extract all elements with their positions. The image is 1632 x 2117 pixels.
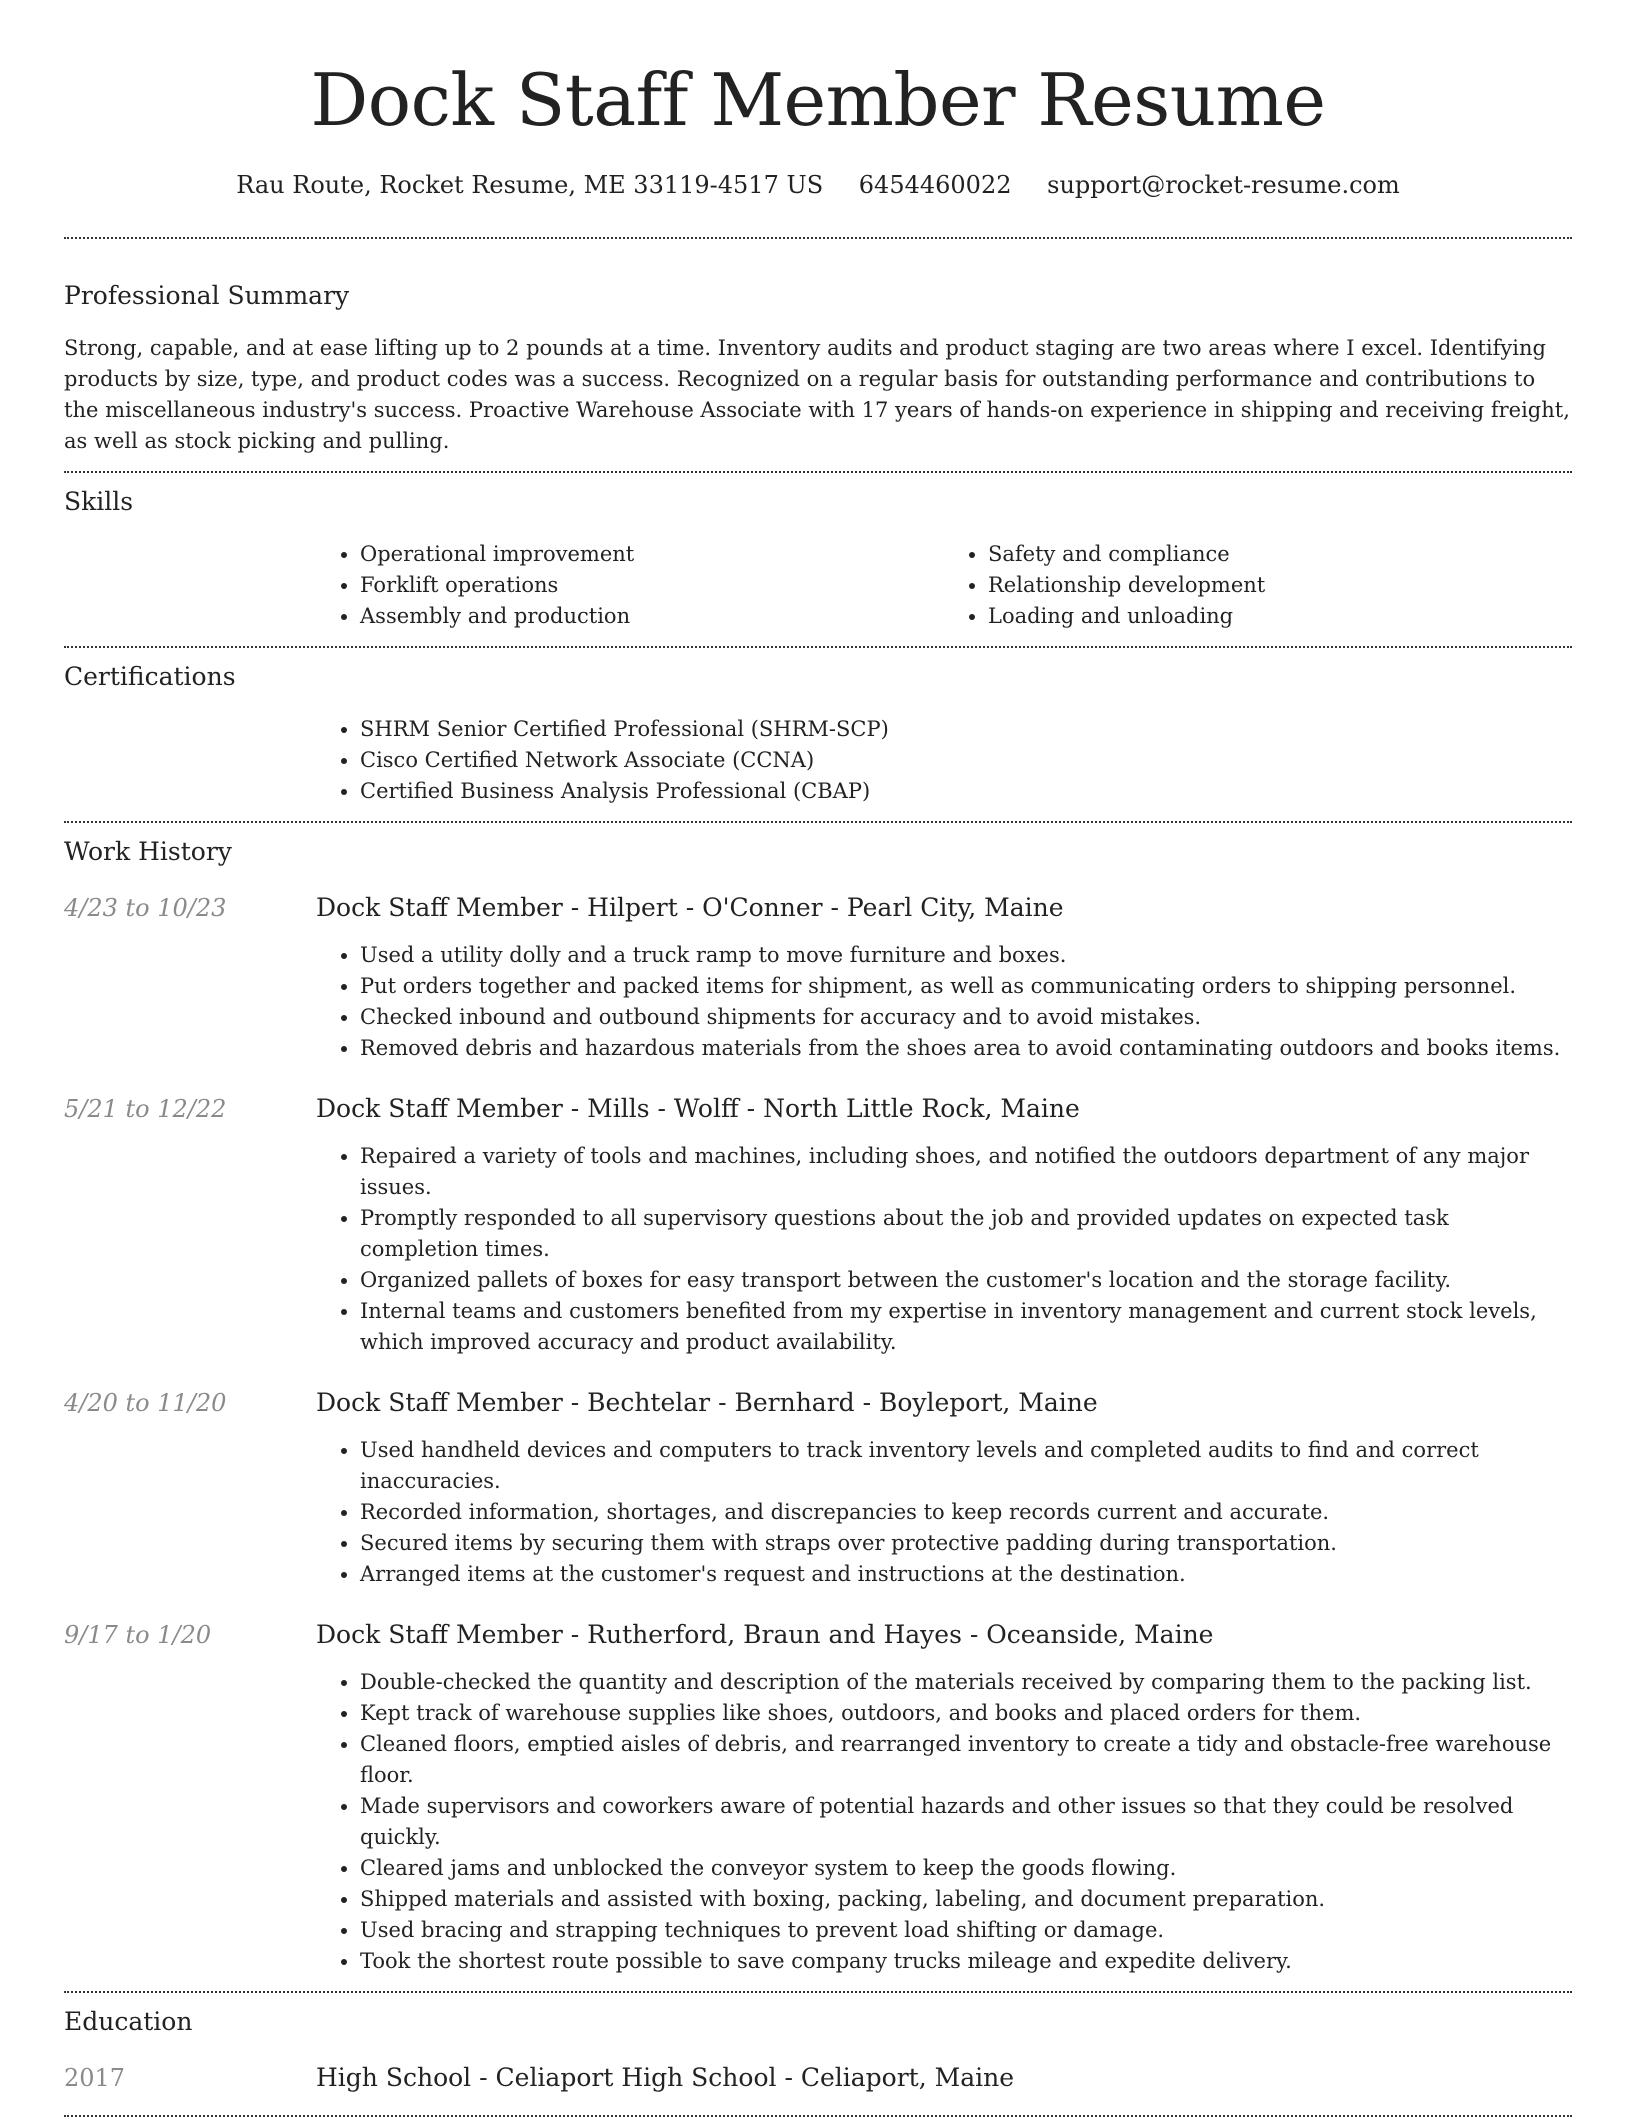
job-entry: [64, 891, 1572, 1064]
contact-line: [64, 168, 1572, 202]
education-title: High School - Celiaport High School - Celiaport, Maine: [316, 2063, 1015, 2092]
skill-item: • Safety and compliance: [988, 539, 1572, 570]
job-bullets: [316, 1141, 1572, 1358]
certifications-heading: Certifications: [64, 662, 236, 691]
job-bullet: • Used bracing and strapping techniques to prevent load shifting or damage.: [360, 1915, 1572, 1946]
skill-item: • Forklift operations: [360, 570, 944, 601]
certification-item: • Cisco Certified Network Associate (CCNA): [360, 745, 1572, 776]
summary-text: Strong, capable, and at ease lifting up to 2 pounds at a time. Inventory audits and product staging are two areas where I excel. Identifying products by size, type, and product codes was a success. Recognized on a regular basis for outstanding performance and contributions to the miscellaneous industry's success. Proactive Warehouse Associate with 17 years of hands-on experience in shipping and receiving freight, as well as stock picking and pulling.: [64, 336, 1570, 453]
job-dates: 5/21 to 12/22: [64, 1095, 227, 1123]
job-bullets: [316, 1667, 1572, 1977]
job-bullet: • Cleaned floors, emptied aisles of debris, and rearranged inventory to create a tidy and obstacle-free warehouse floor.: [360, 1729, 1572, 1791]
education-heading: Education: [64, 2007, 193, 2036]
education-year: 2017: [64, 2064, 126, 2092]
divider: [64, 471, 1572, 473]
job-bullets: [316, 1435, 1572, 1590]
skill-item: • Relationship development: [988, 570, 1572, 601]
job-bullet: • Took the shortest route possible to save company trucks mileage and expedite delivery.: [360, 1946, 1572, 1977]
job-bullet: • Used handheld devices and computers to track inventory levels and completed audits to find and correct inaccuracies.: [360, 1435, 1572, 1497]
skills-column-right: [944, 539, 1572, 632]
contact-email: support@rocket-resume.com: [1047, 171, 1400, 199]
job-bullet: • Checked inbound and outbound shipments for accuracy and to avoid mistakes.: [360, 1002, 1572, 1033]
certification-item: • Certified Business Analysis Professional (CBAP): [360, 776, 1572, 807]
job-bullet: • Double-checked the quantity and description of the materials received by comparing them to the packing list.: [360, 1667, 1572, 1698]
divider: [64, 821, 1572, 823]
skill-item: • Assembly and production: [360, 601, 944, 632]
resume-page: [64, 0, 1572, 2117]
education-entry: [64, 2061, 1572, 2095]
skills-column-left: [316, 539, 944, 632]
job-title: Dock Staff Member - Rutherford, Braun and Hayes - Oceanside, Maine: [316, 1620, 1214, 1649]
job-bullet: • Secured items by securing them with straps over protective padding during transportation.: [360, 1528, 1572, 1559]
work-history-heading: Work History: [64, 837, 232, 866]
skills-heading: Skills: [64, 487, 134, 516]
job-dates: 9/17 to 1/20: [64, 1621, 212, 1649]
job-bullet: • Removed debris and hazardous materials from the shoes area to avoid contaminating outdoors and books items.: [360, 1033, 1572, 1064]
job-bullet: • Arranged items at the customer's request and instructions at the destination.: [360, 1559, 1572, 1590]
job-title: Dock Staff Member - Bechtelar - Bernhard - Boyleport, Maine: [316, 1388, 1098, 1417]
contact-phone: 6454460022: [858, 171, 1012, 199]
summary-heading: Professional Summary: [64, 281, 350, 310]
job-bullet: • Recorded information, shortages, and discrepancies to keep records current and accurate.: [360, 1497, 1572, 1528]
certifications-list: [316, 714, 1572, 807]
job-dates: 4/20 to 11/20: [64, 1389, 227, 1417]
job-entry: [64, 1092, 1572, 1358]
skill-item: • Operational improvement: [360, 539, 944, 570]
job-bullets: [316, 940, 1572, 1064]
resume-title: Dock Staff Member Resume: [310, 58, 1326, 142]
job-bullet: • Repaired a variety of tools and machines, including shoes, and notified the outdoors department of any major issues.: [360, 1141, 1572, 1203]
divider: [64, 237, 1572, 239]
job-bullet: • Kept track of warehouse supplies like shoes, outdoors, and books and placed orders for them.: [360, 1698, 1572, 1729]
skills-list: [316, 539, 1572, 632]
skill-item: • Loading and unloading: [988, 601, 1572, 632]
job-bullet: • Cleared jams and unblocked the conveyor system to keep the goods flowing.: [360, 1853, 1572, 1884]
job-bullet: • Made supervisors and coworkers aware of potential hazards and other issues so that they could be resolved quickly.: [360, 1791, 1572, 1853]
job-bullet: • Put orders together and packed items for shipment, as well as communicating orders to shipping personnel.: [360, 971, 1572, 1002]
job-title: Dock Staff Member - Hilpert - O'Conner - Pearl City, Maine: [316, 893, 1064, 922]
job-bullet: • Shipped materials and assisted with boxing, packing, labeling, and document preparation.: [360, 1884, 1572, 1915]
contact-address: Rau Route, Rocket Resume, ME 33119-4517 US: [236, 171, 824, 199]
certification-item: • SHRM Senior Certified Professional (SHRM-SCP): [360, 714, 1572, 745]
job-dates: 4/23 to 10/23: [64, 894, 227, 922]
job-bullet: • Internal teams and customers benefited from my expertise in inventory management and current stock levels, which improved accuracy and product availability.: [360, 1296, 1572, 1358]
job-title: Dock Staff Member - Mills - Wolff - North Little Rock, Maine: [316, 1094, 1080, 1123]
job-bullet: • Promptly responded to all supervisory questions about the job and provided updates on expected task completion times.: [360, 1203, 1572, 1265]
job-entry: [64, 1386, 1572, 1590]
divider: [64, 646, 1572, 648]
job-bullet: • Organized pallets of boxes for easy transport between the customer's location and the storage facility.: [360, 1265, 1572, 1296]
job-entry: [64, 1618, 1572, 1977]
job-bullet: • Used a utility dolly and a truck ramp to move furniture and boxes.: [360, 940, 1572, 971]
divider: [64, 1991, 1572, 1993]
